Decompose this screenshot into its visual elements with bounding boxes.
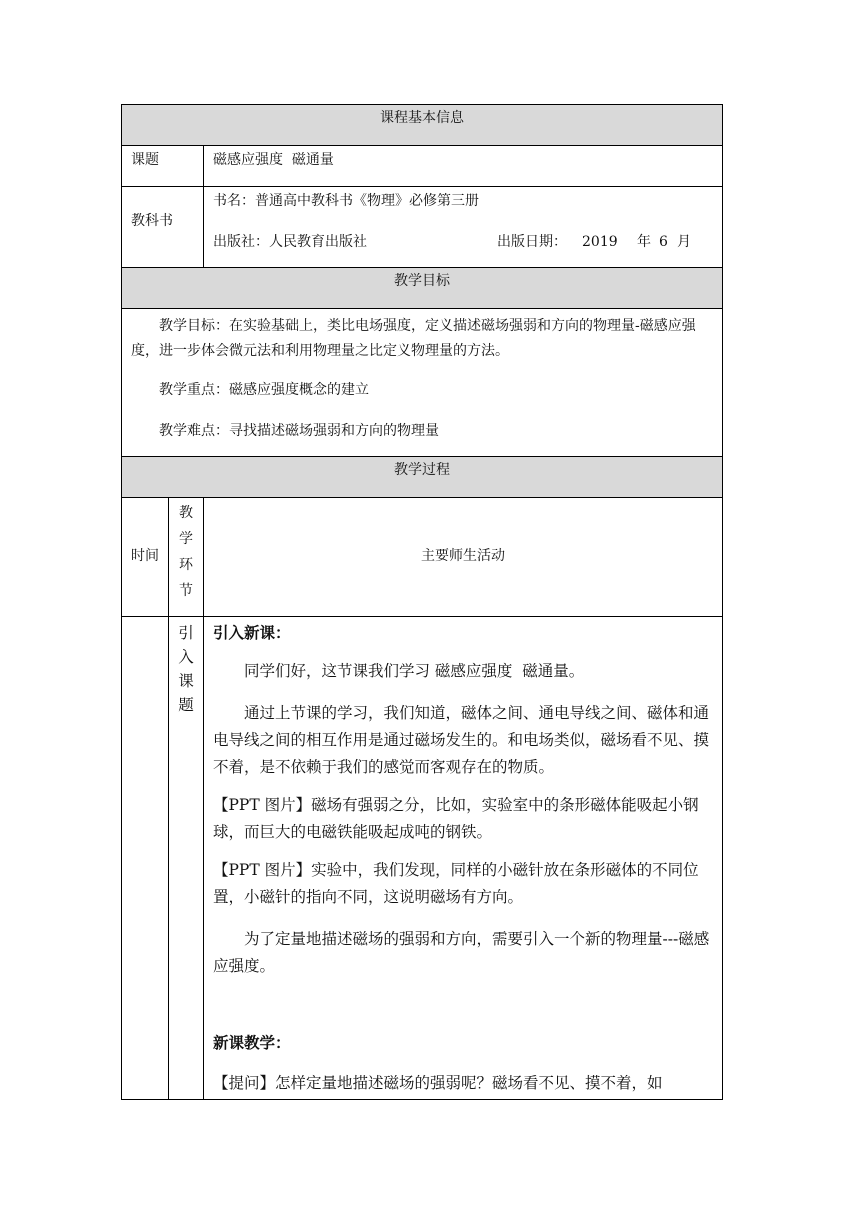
rule <box>121 104 122 1100</box>
rule <box>121 145 723 146</box>
topic-label: 课题 <box>131 152 159 168</box>
col-stage-char: 教 <box>179 505 193 521</box>
rule <box>121 456 723 457</box>
paragraph: 【PPT 图片】实验中，我们发现，同样的小磁针放在条形磁体的不同位置，小磁针的指向不同，这说明磁场有方向。 <box>213 861 699 906</box>
col-time: 时间 <box>131 548 159 564</box>
rule <box>121 616 723 617</box>
topic-value: 磁感应强度 磁通量 <box>213 152 334 168</box>
stage-char: 题 <box>178 696 194 714</box>
rule <box>121 267 723 268</box>
pub-month: 6 <box>659 234 668 250</box>
col-stage-char: 节 <box>179 583 193 599</box>
stage-name <box>169 621 203 717</box>
objective-goal: 教学目标：在实验基础上，类比电场强度，定义描述磁场强弱和方向的物理量-磁感应强度，进一步体会微元法和利用物理量之比定义物理量的方法。 <box>131 318 696 359</box>
book-name: 书名：普通高中教科书《物理》必修第三册 <box>213 193 479 209</box>
process-title: 教学过程 <box>394 462 450 478</box>
pub-year: 2019 <box>582 234 618 250</box>
publisher: 出版社：人民教育出版社 <box>213 234 367 250</box>
col-stage-char: 学 <box>179 531 193 547</box>
pub-month-unit: 月 <box>677 234 691 250</box>
col-activity: 主要师生活动 <box>421 548 505 564</box>
intro-heading: 引入新课： <box>213 624 291 642</box>
rule <box>203 145 204 268</box>
paragraph: 【提问】怎样定量地描述磁场的强弱呢？磁场看不见、摸不着，如 <box>213 1074 663 1092</box>
stage-char: 课 <box>178 672 194 690</box>
textbook-label: 教科书 <box>131 213 173 229</box>
pub-date-label: 出版日期： <box>497 234 567 250</box>
col-stage <box>169 500 203 604</box>
paragraph: 为了定量地描述磁场的强弱和方向，需要引入一个新的物理量---磁感应强度。 <box>213 930 710 975</box>
rule <box>121 104 723 105</box>
stage-char: 入 <box>178 648 194 666</box>
rule <box>203 497 204 1100</box>
col-stage-char: 环 <box>179 557 193 573</box>
rule <box>121 1099 723 1100</box>
rule <box>722 104 723 1100</box>
paragraph: 同学们好，这节课我们学习 磁感应强度 磁通量。 <box>244 662 585 680</box>
objective-key-point: 教学重点：磁感应强度概念的建立 <box>159 382 369 398</box>
stage-char: 引 <box>178 624 194 642</box>
rule <box>121 186 723 187</box>
objectives-title: 教学目标 <box>394 273 450 289</box>
new-heading: 新课教学： <box>213 1034 291 1052</box>
pub-year-unit: 年 <box>637 234 651 250</box>
course-info-title: 课程基本信息 <box>380 110 464 126</box>
paragraph: 【PPT 图片】磁场有强弱之分，比如，实验室中的条形磁体能吸起小钢球，而巨大的电磁铁能吸起成吨的钢铁。 <box>213 796 699 841</box>
rule <box>121 497 723 498</box>
rule <box>121 308 723 309</box>
paragraph: 通过上节课的学习，我们知道，磁体之间、通电导线之间、磁体和通电导线之间的相互作用是通过磁场发生的。和电场类似，磁场看不见、摸不着，是不依赖于我们的感觉而客观存在的物质。 <box>213 704 710 776</box>
objective-difficulty: 教学难点：寻找描述磁场强弱和方向的物理量 <box>159 423 439 439</box>
